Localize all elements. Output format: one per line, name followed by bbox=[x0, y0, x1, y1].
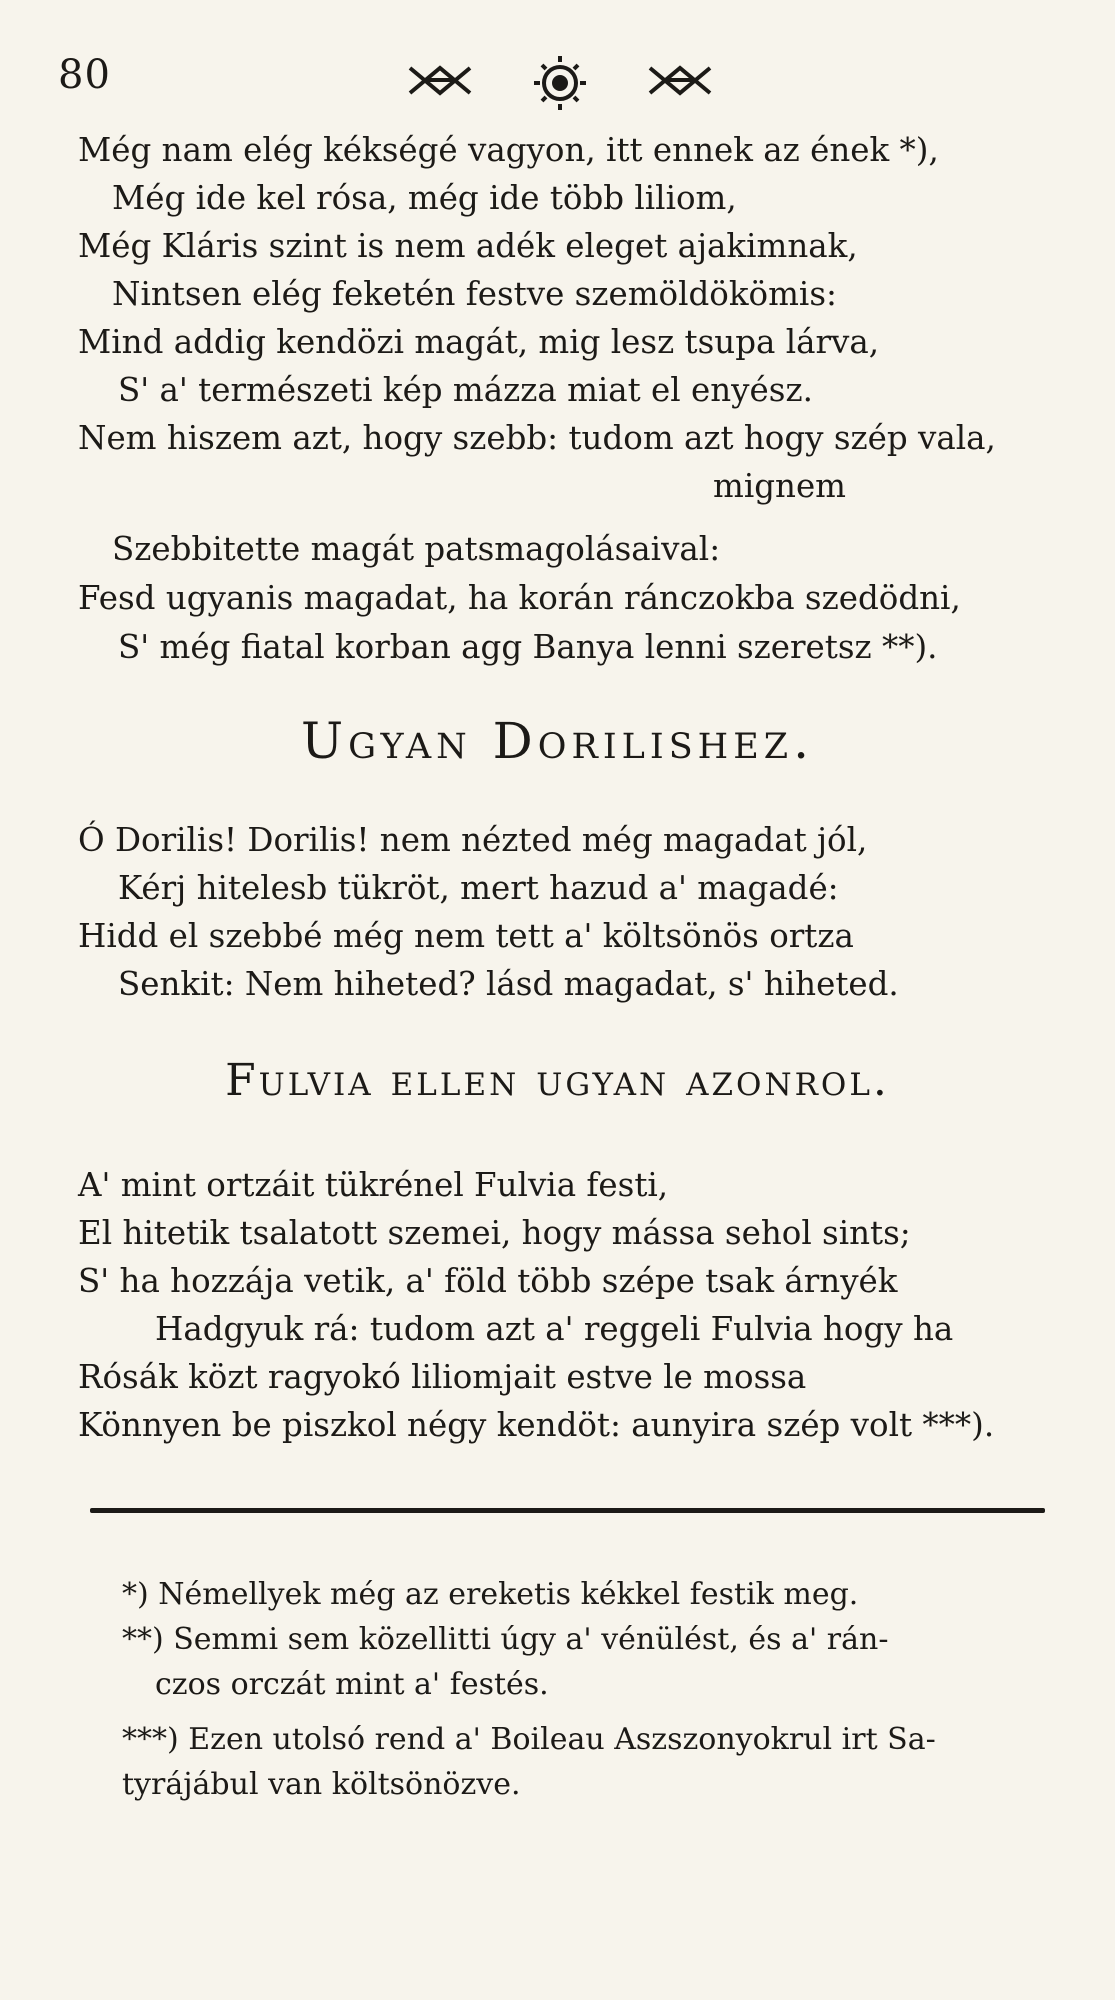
poem1-line-7-continuation: mignem bbox=[713, 467, 846, 505]
poem2-line-1: Ó Dorilis! Dorilis! nem nézted még magadat jól, bbox=[78, 821, 868, 859]
poem2-line-4: Senkit: Nem hiheted? lásd magadat, s' hiheted. bbox=[118, 965, 899, 1003]
page-number: 80 bbox=[58, 52, 111, 98]
poem3-line-5: Rósák közt ragyokó liliomjait estve le mossa bbox=[78, 1358, 807, 1396]
poem1-line-7: Nem hiszem azt, hogy szebb: tudom azt hogy szép vala, bbox=[78, 419, 996, 457]
section-heading-dorilis: Ugyan Dorilishez. bbox=[301, 712, 814, 770]
poem1-line-4: Nintsen elég feketén festve szemöldökömis: bbox=[112, 275, 837, 313]
poem3-line-1: A' mint ortzáit tükrénel Fulvia festi, bbox=[78, 1166, 669, 1204]
poem3-line-2: El hitetik tsalatott szemei, hogy mássa sehol sints; bbox=[78, 1214, 911, 1252]
poem1-line-5: Mind addig kendözi magát, mig lesz tsupa lárva, bbox=[78, 323, 880, 361]
section-heading-fulvia: Fulvia ellen ugyan azonrol. bbox=[225, 1055, 890, 1106]
poem1-line-1: Még nam elég kékségé vagyon, itt ennek az ének *), bbox=[78, 131, 939, 169]
footnote-3: ***) Ezen utolsó rend a' Boileau Aszszonyokrul irt Sa- bbox=[122, 1722, 936, 1757]
footnote-2-continuation: czos orczát mint a' festés. bbox=[155, 1667, 549, 1702]
footnote-divider bbox=[90, 1508, 1045, 1513]
footnote-2: **) Semmi sem közellitti úgy a' vénülést, és a' rán- bbox=[122, 1622, 889, 1657]
poem3-line-4: Hadgyuk rá: tudom azt a' reggeli Fulvia hogy ha bbox=[155, 1310, 954, 1348]
poem1-line-8: Szebbitette magát patsmagolásaival: bbox=[112, 530, 721, 568]
poem3-line-6: Könnyen be piszkol négy kendöt: aunyira szép volt ***). bbox=[78, 1406, 995, 1444]
ornament-icon bbox=[400, 48, 720, 118]
poem1-line-9: Fesd ugyanis magadat, ha korán ránczokba szedödni, bbox=[78, 579, 961, 617]
footnote-3-continuation: tyrájábul van költsönözve. bbox=[122, 1767, 521, 1802]
poem1-line-10: S' még fiatal korban agg Banya lenni szeretsz **). bbox=[118, 628, 938, 666]
poem1-line-2: Még ide kel rósa, még ide több liliom, bbox=[112, 179, 737, 217]
poem2-line-3: Hidd el szebbé még nem tett a' költsönös ortza bbox=[78, 917, 854, 955]
poem1-line-3: Még Kláris szint is nem adék eleget ajakimnak, bbox=[78, 227, 858, 265]
poem1-line-6: S' a' természeti kép mázza miat el enyész. bbox=[118, 371, 813, 409]
poem2-line-2: Kérj hitelesb tükröt, mert hazud a' magadé: bbox=[118, 869, 839, 907]
poem3-line-3: S' ha hozzája vetik, a' föld több szépe tsak árnyék bbox=[78, 1262, 898, 1300]
footnote-1: *) Némellyek még az ereketis kékkel festik meg. bbox=[122, 1577, 859, 1612]
